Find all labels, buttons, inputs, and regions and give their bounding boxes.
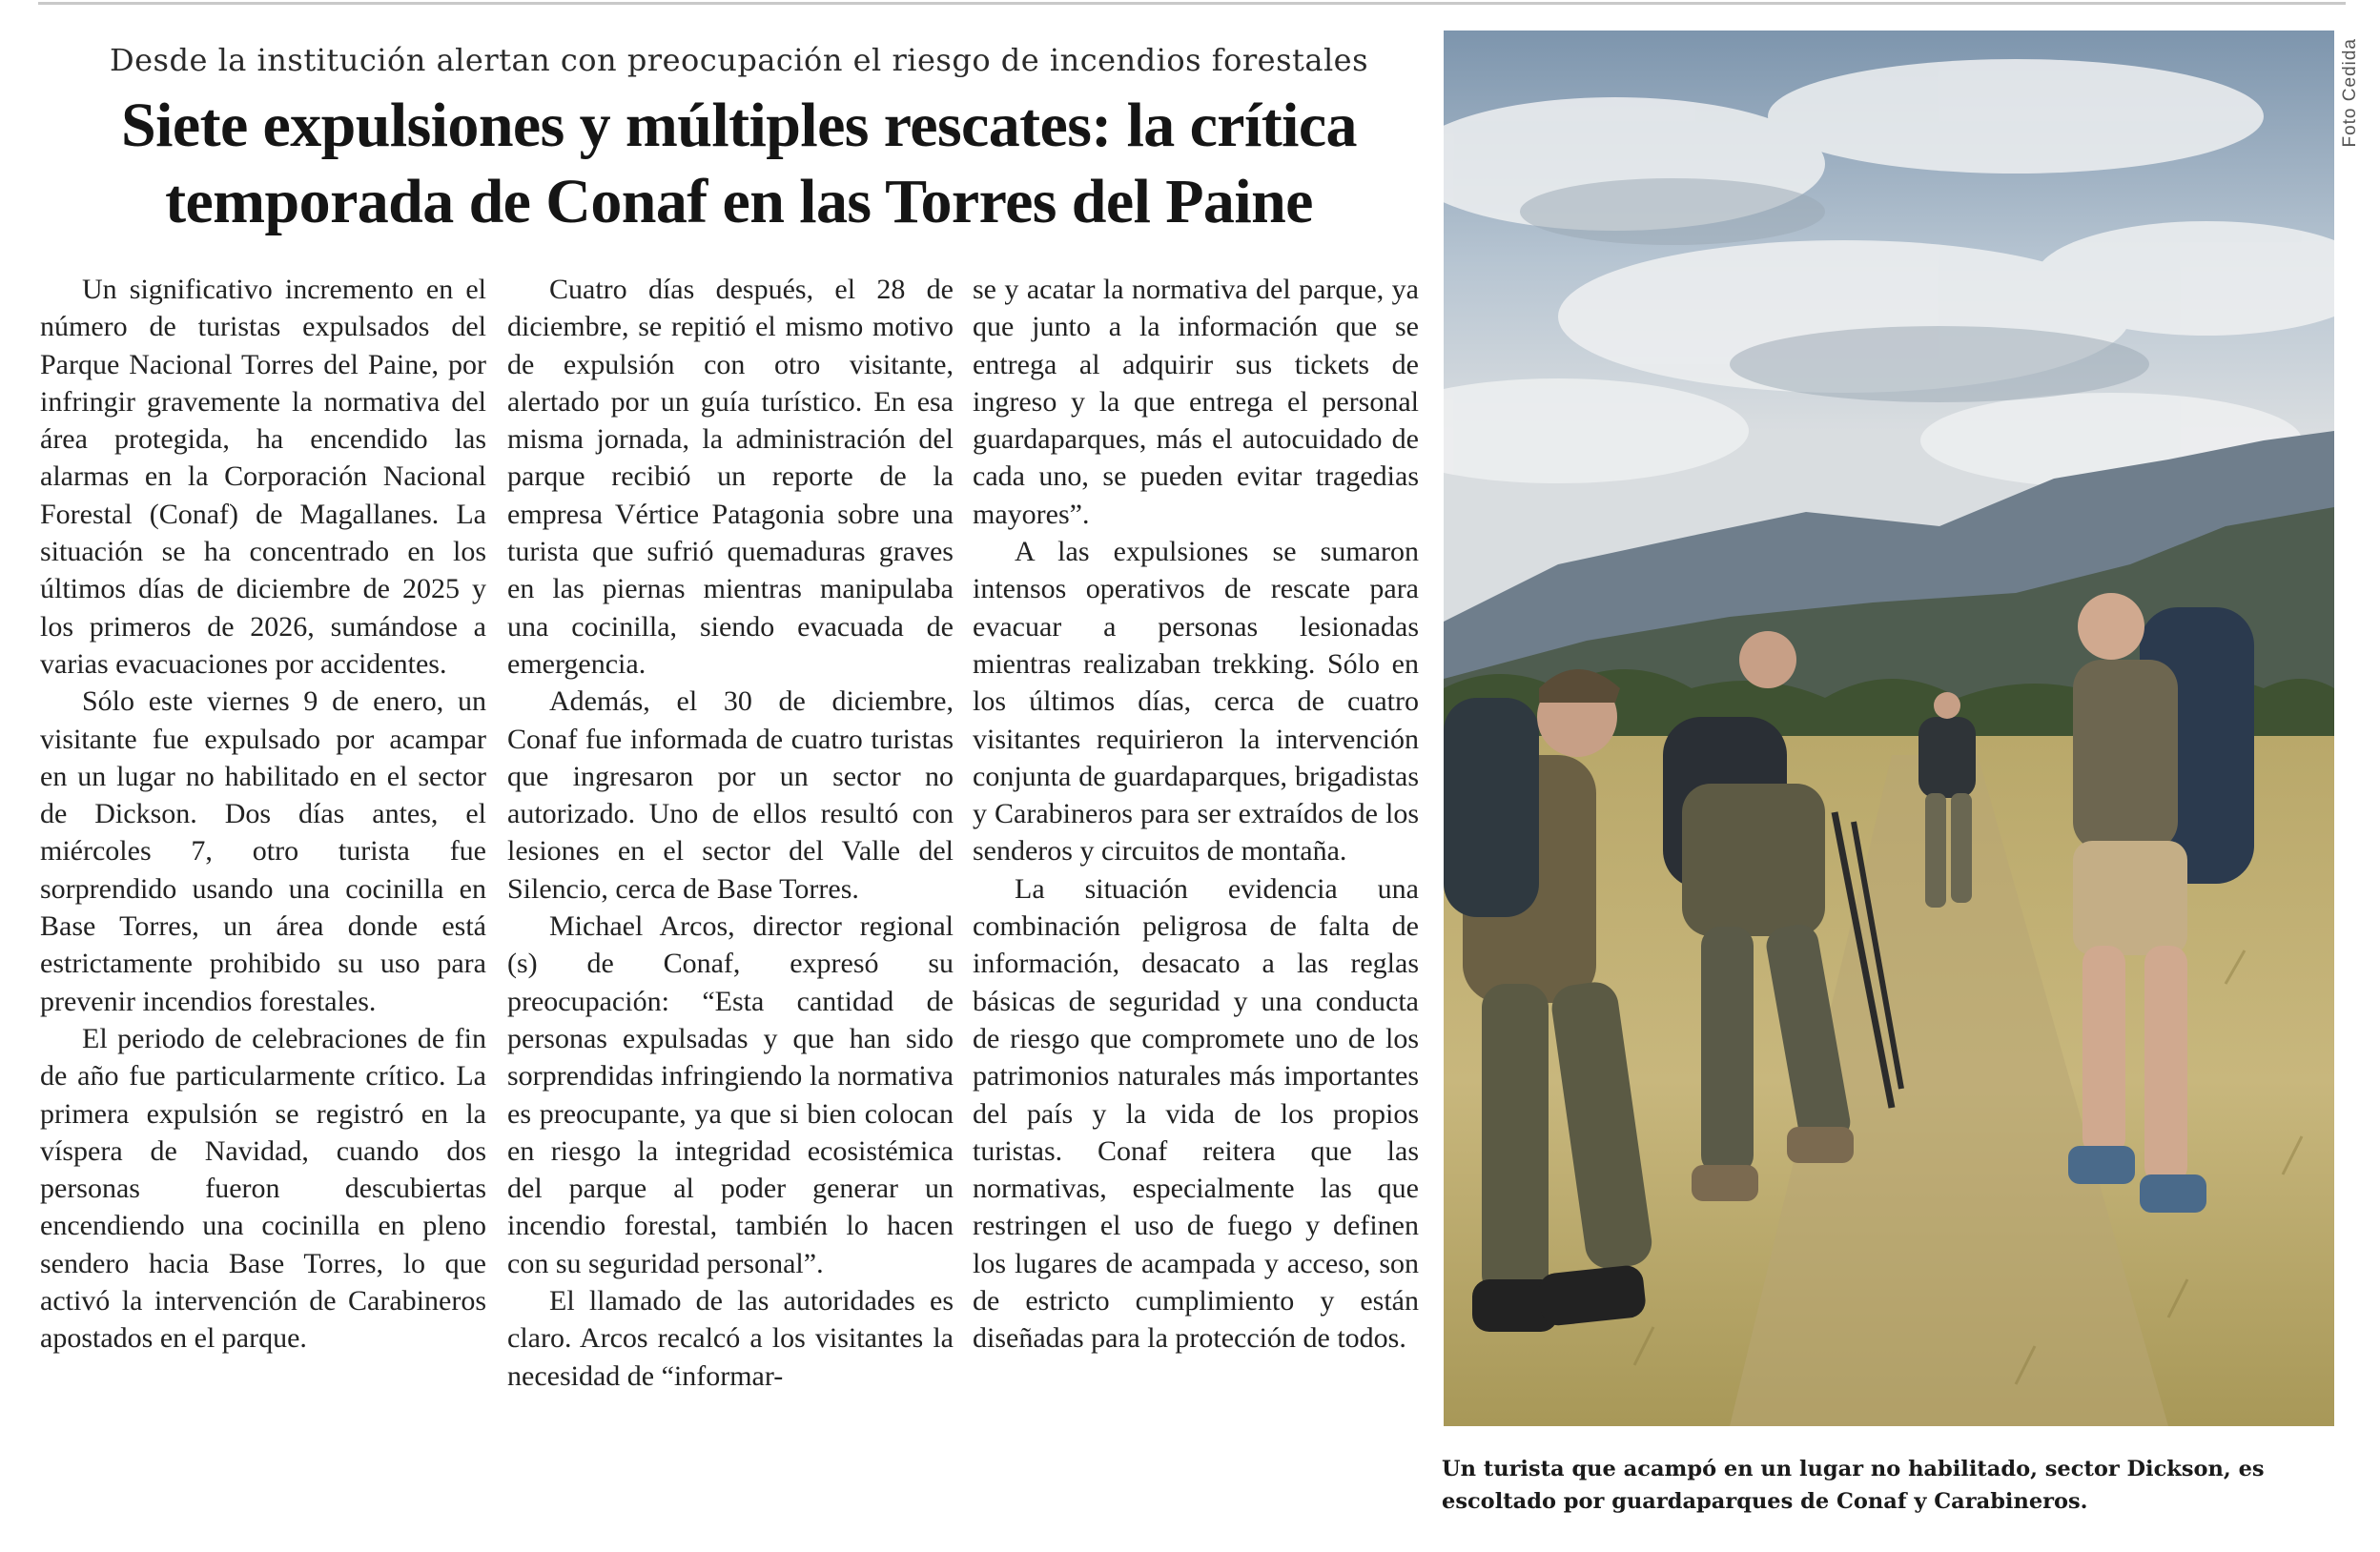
photo-caption: Un turista que acampó en un lugar no habilitado, sector Dickson, es escoltado por guardaparques de Conaf y Carabineros. — [1442, 1457, 2265, 1514]
headline-line-1: Siete expulsiones y múltiples rescates: la crítica — [121, 91, 1357, 160]
article-column-2 — [507, 271, 954, 1395]
paragraph: La situación evidencia una combinación peligrosa de falta de información, desacato a las reglas básicas de seguridad y una conducta de riesgo que compromete uno de los patrimonios naturales más importantes del país y la vida de los propios turistas. Conaf reitera que las normativas, especialmente las que restringen el uso de fuego y definen los lugares de acampada y acceso, son de estricto cumplimiento y están diseñadas para la protección de todos. — [973, 872, 1419, 1355]
paragraph: Cuatro días después, el 28 de diciembre, se repitió el mismo motivo de expulsión con otro visitante, alertado por un guía turístico. En esa misma jornada, la administración del parque recibió un reporte de la empresa Vértice Patagonia sobre una turista que sufrió quemaduras graves en las piernas mientras manipulaba una cocinilla, siendo evacuada de emergencia. — [507, 274, 954, 680]
paragraph-continued: se y acatar la normativa del parque, ya que junto a la información que se entrega al adquirir sus tickets de ingreso y la que entrega el personal guardaparques, más el autocuidado de cada uno, se pueden evitar tragedias mayores”. — [973, 274, 1419, 530]
article-column-1 — [40, 271, 486, 1358]
top-rule — [38, 2, 2346, 5]
paragraph: Sólo este viernes 9 de enero, un visitante fue expulsado por acampar en un lugar no habilitado en el sector de Dickson. Dos días antes, el miércoles 7, otro turista fue sorprendido usando una cocinilla en Base Torres, un área donde está estrictamente prohibido su uso para prevenir incendios forestales. — [40, 685, 486, 1017]
headline-line-2: temporada de Conaf en las Torres del Paine — [165, 167, 1313, 236]
article-column-3 — [973, 271, 1419, 1358]
paragraph: A las expulsiones se sumaron intensos operativos de rescate para evacuar a personas lesionadas mientras realizaban trekking. Sólo en los últimos días, cerca de cuatro visitantes requirieron la intervención conjunta de guardaparques, brigadistas y Carabineros para ser extraídos de los senderos y circuitos de montaña. — [973, 536, 1419, 868]
article-headline — [38, 88, 1440, 240]
article-photo — [1444, 31, 2334, 1426]
paragraph: Además, el 30 de diciembre, Conaf fue informada de cuatro turistas que ingresaron por un sector no autorizado. Uno de ellos resultó con lesiones en el sector del Valle del Silencio, cerca de Base Torres. — [507, 685, 954, 905]
photo-credit: Foto Cedida — [2340, 38, 2360, 148]
paragraph: Un significativo incremento en el número de turistas expulsados del Parque Nacional Torres del Paine, por infringir gravemente la normativa del área protegida, ha encendido las alarmas en la Corporación Nacional Forestal (Conaf) de Magallanes. La situación se ha concentrado en los últimos días de diciembre de 2025 y los primeros de 2026, sumándose a varias evacuaciones por accidentes. — [40, 274, 486, 680]
paragraph: El periodo de celebraciones de fin de año fue particularmente crítico. La primera expulsión se registró en la víspera de Navidad, cuando dos personas fueron descubiertas encendiendo una cocinilla en pleno sendero hacia Base Torres, lo que activó la intervención de Carabineros apostados en el parque. — [40, 1022, 486, 1355]
paragraph: El llamado de las autoridades es claro. Arcos recalcó a los visitantes la necesidad de “informar- — [507, 1285, 954, 1392]
article-kicker: Desde la institución alertan con preocupación el riesgo de incendios forestales — [109, 42, 1369, 78]
paragraph: Michael Arcos, director regional (s) de Conaf, expresó su preocupación: “Esta cantidad de personas expulsadas y que han sido sorprendidas infringiendo la normativa es preocupante, ya que si bien colocan en riesgo la integridad ecosistémica del parque al poder generar un incendio forestal, también lo hacen con su seguridad personal”. — [507, 910, 954, 1279]
photo-illustration — [1444, 31, 2334, 1426]
